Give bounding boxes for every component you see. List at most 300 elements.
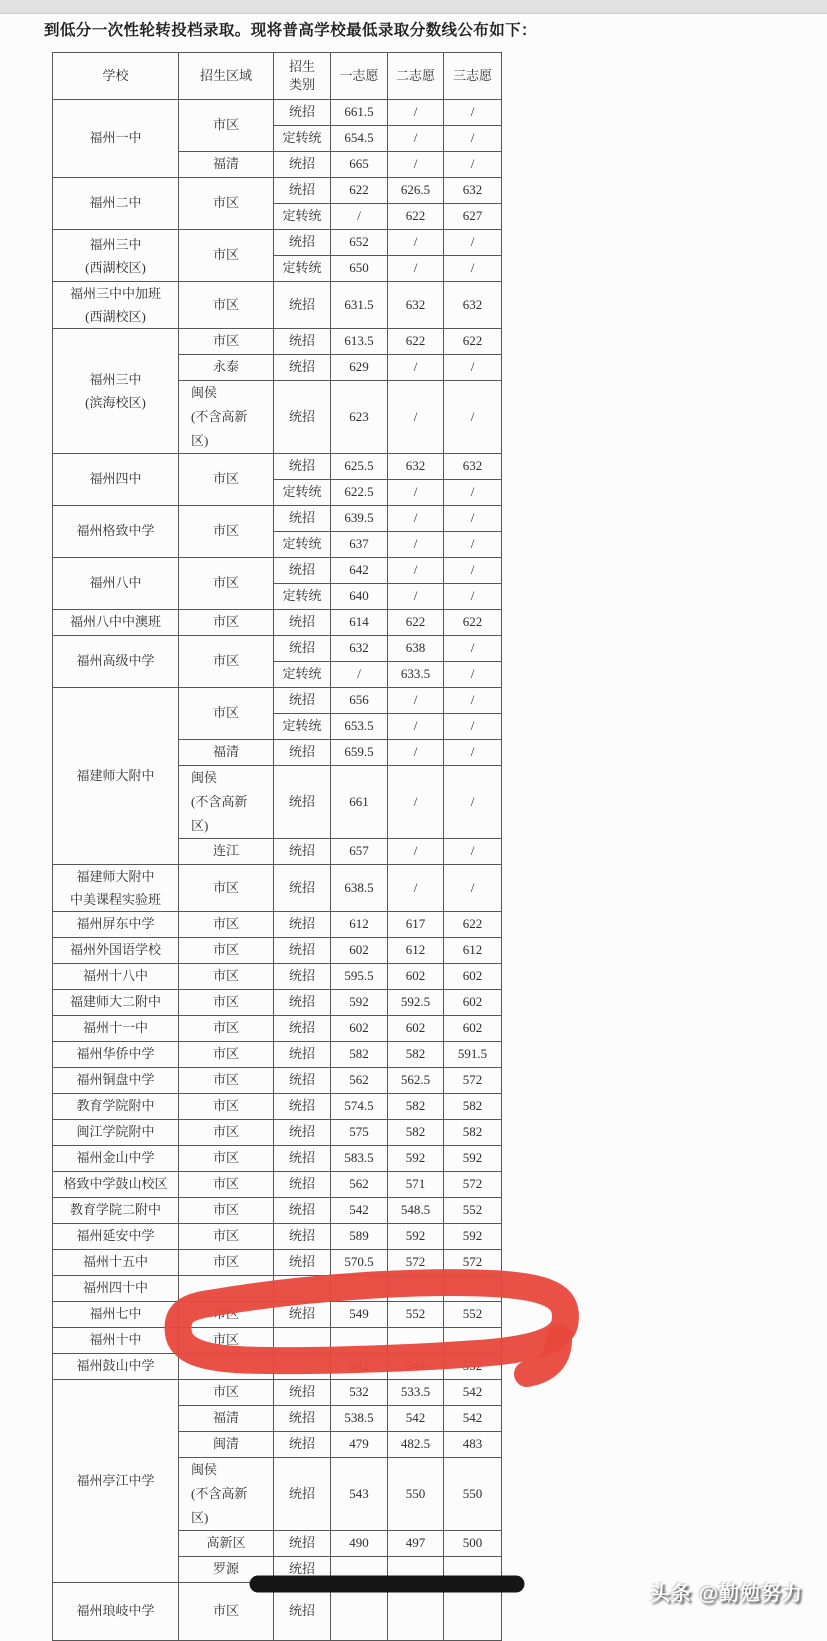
table-row [53,1198,502,1224]
score-cell-choice1: 653.5 [331,714,388,740]
score-cell-choice2: / [388,256,444,282]
category-cell: 统招 [274,282,331,329]
category-cell: 统招 [274,688,331,714]
category-cell: 统招 [274,1016,331,1042]
score-cell-choice3: / [444,740,502,766]
score-cell-choice1: 542 [331,1198,388,1224]
region-cell: 市区 [179,506,274,558]
score-cell-choice2: 582 [388,1094,444,1120]
region-cell [179,1276,274,1302]
region-cell: 市区 [179,558,274,610]
category-cell: 定转统 [274,532,331,558]
category-cell: 统招 [274,1432,331,1458]
table-row [53,558,502,584]
table-row [53,230,502,256]
score-cell-choice1: 542 [331,1354,388,1380]
score-cell-choice2: 582 [388,1042,444,1068]
category-cell: 统招 [274,839,331,865]
region-cell: 市区 [179,1016,274,1042]
school-cell: 福州华侨中学 [53,1042,179,1068]
score-cell-choice3: 622 [444,329,502,355]
score-cell-choice3: 582 [444,1120,502,1146]
score-cell-choice1: 613.5 [331,329,388,355]
score-cell-choice1: 659.5 [331,740,388,766]
region-cell: 市区 [179,1172,274,1198]
score-cell-choice2: / [388,865,444,912]
category-cell: 统招 [274,178,331,204]
category-cell: 统招 [274,1557,331,1583]
school-cell: 福州二中 [53,178,179,230]
score-cell-choice1: / [331,204,388,230]
score-cell-choice2: / [388,839,444,865]
region-cell: 福清 [179,740,274,766]
category-cell [274,1328,331,1354]
score-cell-choice3: / [444,766,502,839]
score-cell-choice1: 479 [331,1432,388,1458]
score-cell-choice2: 571 [388,1172,444,1198]
score-cell-choice3: 572 [444,1172,502,1198]
score-cell-choice3: 542 [444,1380,502,1406]
school-cell: 福州十一中 [53,1016,179,1042]
header-category [274,53,331,100]
score-cell-choice3: 483 [444,1432,502,1458]
table-row [53,1146,502,1172]
score-cell-choice3: / [444,230,502,256]
category-cell: 定转统 [274,584,331,610]
school-cell: 福州三中中加班 (西湖校区) [53,282,179,329]
region-cell: 闽清 [179,1432,274,1458]
score-cell-choice1: 622 [331,178,388,204]
table-row [53,1068,502,1094]
category-cell: 定转统 [274,480,331,506]
score-cell-choice3: / [444,714,502,740]
category-cell: 统招 [274,938,331,964]
region-cell: 市区 [179,1583,274,1641]
score-cell-choice1: 589 [331,1224,388,1250]
category-cell: 统招 [274,990,331,1016]
score-cell-choice2: / [388,230,444,256]
score-cell-choice3: 632 [444,454,502,480]
region-cell: 市区 [179,912,274,938]
region-cell: 市区 [179,454,274,506]
category-cell: 统招 [274,329,331,355]
red-marker-hook [527,1337,559,1374]
category-cell: 统招 [274,1531,331,1557]
score-cell-choice2: 612 [388,938,444,964]
score-cell-choice3: 572 [444,1068,502,1094]
category-cell: 统招 [274,610,331,636]
score-cell-choice3: 572 [444,1250,502,1276]
region-cell [179,1354,274,1380]
category-cell: 统招 [274,1172,331,1198]
header-choice2: 二志愿 [388,53,444,100]
school-cell: 福建师大附中 [53,688,179,865]
score-cell-choice1: 650 [331,256,388,282]
score-cell-choice3: 622 [444,912,502,938]
category-cell: 统招 [274,1068,331,1094]
score-cell-choice2: / [388,381,444,454]
region-cell: 闽侯 (不含高新 区) [179,381,274,454]
region-cell: 市区 [179,178,274,230]
score-cell-choice3: / [444,839,502,865]
region-cell: 高新区 [179,1531,274,1557]
category-cell: 定转统 [274,126,331,152]
score-cell-choice2 [388,1328,444,1354]
region-cell: 市区 [179,1120,274,1146]
category-cell: 统招 [274,230,331,256]
score-cell-choice2: 622 [388,610,444,636]
category-cell: 统招 [274,1146,331,1172]
school-cell: 福州屏东中学 [53,912,179,938]
score-cell-choice1: 661 [331,766,388,839]
school-cell: 闽江学院附中 [53,1120,179,1146]
score-cell-choice3: / [444,865,502,912]
score-cell-choice3: / [444,355,502,381]
table-row [53,1042,502,1068]
region-cell: 市区 [179,610,274,636]
region-cell: 市区 [179,1146,274,1172]
score-cell-choice3: / [444,381,502,454]
category-cell: 定转统 [274,256,331,282]
score-cell-choice3: 632 [444,282,502,329]
score-cell-choice1: 640 [331,584,388,610]
table-row [53,506,502,532]
region-cell: 福清 [179,1406,274,1432]
score-cell-choice3: / [444,636,502,662]
region-cell: 市区 [179,1042,274,1068]
score-cell-choice2: / [388,740,444,766]
score-cell-choice3: / [444,558,502,584]
region-cell: 市区 [179,1198,274,1224]
school-cell: 福州三中 (西湖校区) [53,230,179,282]
score-cell-choice2: / [388,532,444,558]
region-cell: 市区 [179,1068,274,1094]
score-cell-choice1: / [331,662,388,688]
score-cell-choice2: 622 [388,204,444,230]
score-cell-choice3: / [444,152,502,178]
score-cell-choice2: 626.5 [388,178,444,204]
table-row [53,1120,502,1146]
score-cell-choice2: 548.5 [388,1198,444,1224]
table-row [53,1172,502,1198]
category-cell [274,1354,331,1380]
table-row [53,178,502,204]
category-cell: 定转统 [274,662,331,688]
score-cell-choice3: 500 [444,1531,502,1557]
region-cell: 福清 [179,152,274,178]
category-cell: 定转统 [274,204,331,230]
school-cell: 福州金山中学 [53,1146,179,1172]
score-cell-choice2: 542 [388,1406,444,1432]
school-cell: 福州亭江中学 [53,1380,179,1583]
category-cell: 统招 [274,152,331,178]
category-cell: 定转统 [274,714,331,740]
category-cell: 统招 [274,558,331,584]
score-cell-choice3: 592 [444,1146,502,1172]
score-cell-choice1: 490 [331,1531,388,1557]
category-cell: 统招 [274,355,331,381]
region-cell: 市区 [179,1094,274,1120]
category-cell: 统招 [274,865,331,912]
score-cell-choice2: 633.5 [388,662,444,688]
score-cell-choice2: 550 [388,1458,444,1531]
score-cell-choice1: 538.5 [331,1406,388,1432]
school-cell: 福州十八中 [53,964,179,990]
score-cell-choice1: 592 [331,990,388,1016]
school-cell: 福州延安中学 [53,1224,179,1250]
school-cell: 福州外国语学校 [53,938,179,964]
score-cell-choice1: 543 [331,1458,388,1531]
region-cell: 市区 [179,282,274,329]
score-cell-choice1: 629 [331,355,388,381]
score-cell-choice1: 570.5 [331,1250,388,1276]
score-cell-choice2: 632 [388,454,444,480]
score-cell-choice1: 632 [331,636,388,662]
table-row [53,1276,502,1302]
header-row [53,53,502,100]
header-category-line2: 类别 [288,77,315,92]
score-cell-choice2: / [388,584,444,610]
school-cell: 福州八中中澳班 [53,610,179,636]
score-cell-choice1: 575 [331,1120,388,1146]
region-cell: 罗源 [179,1557,274,1583]
region-cell: 市区 [179,329,274,355]
score-cell-choice2: 497 [388,1531,444,1557]
region-cell: 市区 [179,990,274,1016]
score-cell-choice1 [331,1583,388,1641]
category-cell: 统招 [274,912,331,938]
score-cell-choice3: / [444,126,502,152]
table-row [53,865,502,912]
score-cell-choice3: / [444,506,502,532]
table-row [53,1094,502,1120]
table-row [53,938,502,964]
category-cell: 统招 [274,1406,331,1432]
score-cell-choice1: 654.5 [331,126,388,152]
school-cell: 福建师大二附中 [53,990,179,1016]
scores-table [52,52,502,1641]
table-row [53,688,502,714]
score-cell-choice1: 614 [331,610,388,636]
region-cell: 市区 [179,688,274,740]
school-cell: 福州三中 (滨海校区) [53,329,179,454]
region-cell: 市区 [179,1380,274,1406]
score-cell-choice2: / [388,355,444,381]
score-cell-choice1: 657 [331,839,388,865]
intro-text: 到低分一次性轮转投档录取。现将普高学校最低录取分数线公布如下： [44,22,537,39]
category-cell [274,1276,331,1302]
table-row [53,1302,502,1328]
category-cell: 统招 [274,1583,331,1641]
score-cell-choice2: / [388,100,444,126]
category-cell: 统招 [274,381,331,454]
score-cell-choice1: 638.5 [331,865,388,912]
category-cell: 统招 [274,100,331,126]
header-choice3: 三志愿 [444,53,502,100]
score-cell-choice3: / [444,688,502,714]
score-cell-choice2: 602 [388,964,444,990]
score-cell-choice1: 656 [331,688,388,714]
score-cell-choice2 [388,1276,444,1302]
score-cell-choice1 [331,1328,388,1354]
region-cell: 市区 [179,100,274,152]
score-cell-choice1: 595.5 [331,964,388,990]
category-cell: 统招 [274,1198,331,1224]
category-cell: 统招 [274,1302,331,1328]
region-cell: 市区 [179,1250,274,1276]
scores-table-body [53,100,502,1641]
region-cell: 市区 [179,938,274,964]
score-cell-choice3: / [444,532,502,558]
region-cell: 市区 [179,1224,274,1250]
score-cell-choice1: 574.5 [331,1094,388,1120]
score-cell-choice3 [444,1583,502,1641]
category-cell: 统招 [274,1458,331,1531]
table-row [53,454,502,480]
school-cell: 福建师大附中 中美课程实验班 [53,865,179,912]
score-cell-choice3: / [444,662,502,688]
score-cell-choice2: 552 [388,1302,444,1328]
score-cell-choice2: / [388,688,444,714]
score-cell-choice2 [388,1557,444,1583]
category-cell: 统招 [274,1224,331,1250]
header-region: 招生区域 [179,53,274,100]
score-cell-choice1 [331,1557,388,1583]
score-cell-choice1: 562 [331,1172,388,1198]
score-cell-choice2: / [388,480,444,506]
score-cell-choice3: 592 [444,1224,502,1250]
category-cell: 统招 [274,766,331,839]
header-choice1: 一志愿 [331,53,388,100]
score-cell-choice3: 627 [444,204,502,230]
score-cell-choice3 [444,1276,502,1302]
region-cell: 市区 [179,1302,274,1328]
header-school: 学校 [53,53,179,100]
score-cell-choice2: 592 [388,1224,444,1250]
category-cell: 统招 [274,1380,331,1406]
category-cell: 统招 [274,1042,331,1068]
score-cell-choice3: 542 [444,1406,502,1432]
region-cell: 永泰 [179,355,274,381]
school-cell: 福州八中 [53,558,179,610]
watermark-toutiao: 头条 @勤勉努力 [650,1583,804,1605]
header-category-line1: 招生 [288,58,315,74]
score-cell-choice1: 652 [331,230,388,256]
score-cell-choice3: 552 [444,1198,502,1224]
score-cell-choice1: 582 [331,1042,388,1068]
score-cell-choice1: 549 [331,1302,388,1328]
region-cell: 连江 [179,839,274,865]
score-cell-choice3: / [444,480,502,506]
category-cell: 统招 [274,740,331,766]
region-cell: 市区 [179,865,274,912]
region-cell: 市区 [179,964,274,990]
school-cell: 福州铜盘中学 [53,1068,179,1094]
school-cell: 福州七中 [53,1302,179,1328]
score-cell-choice3: 632 [444,178,502,204]
table-row [53,1583,502,1641]
category-cell: 统招 [274,1094,331,1120]
score-cell-choice1: 637 [331,532,388,558]
score-cell-choice3: 552 [444,1354,502,1380]
score-cell-choice2: 482.5 [388,1432,444,1458]
score-cell-choice2: 582 [388,1120,444,1146]
score-cell-choice3 [444,1328,502,1354]
category-cell: 统招 [274,636,331,662]
table-row [53,964,502,990]
region-cell: 市区 [179,230,274,282]
region-cell: 市区 [179,1328,274,1354]
table-row [53,636,502,662]
score-cell-choice3: 552 [444,1302,502,1328]
table-row [53,610,502,636]
table-row [53,100,502,126]
score-cell-choice2: 549 [388,1354,444,1380]
table-row [53,1224,502,1250]
score-cell-choice3: 602 [444,1016,502,1042]
score-cell-choice2 [388,1583,444,1641]
score-cell-choice1: 625.5 [331,454,388,480]
score-cell-choice2: / [388,714,444,740]
school-cell: 福州格致中学 [53,506,179,558]
region-cell: 闽侯 (不含高新 区) [179,1458,274,1531]
score-cell-choice2: / [388,126,444,152]
region-cell: 市区 [179,636,274,688]
score-cell-choice2: / [388,558,444,584]
region-cell: 闽侯 (不含高新 区) [179,766,274,839]
school-cell: 福州十中 [53,1328,179,1354]
score-cell-choice2: / [388,766,444,839]
score-cell-choice2: 533.5 [388,1380,444,1406]
score-cell-choice2: 602 [388,1016,444,1042]
table-row [53,1380,502,1406]
score-cell-choice3: 550 [444,1458,502,1531]
score-cell-choice2: 638 [388,636,444,662]
school-cell: 福州十五中 [53,1250,179,1276]
score-cell-choice1 [331,1276,388,1302]
score-cell-choice2: 572 [388,1250,444,1276]
score-cell-choice2: / [388,152,444,178]
table-row [53,912,502,938]
school-cell: 福州四中 [53,454,179,506]
score-cell-choice2: 562.5 [388,1068,444,1094]
score-cell-choice1: 631.5 [331,282,388,329]
school-cell: 教育学院二附中 [53,1198,179,1224]
table-row [53,329,502,355]
score-cell-choice2: 632 [388,282,444,329]
school-cell: 福州高级中学 [53,636,179,688]
table-row [53,1250,502,1276]
table-row [53,1328,502,1354]
score-cell-choice1: 583.5 [331,1146,388,1172]
category-cell: 统招 [274,1120,331,1146]
table-row [53,1354,502,1380]
table-row [53,282,502,329]
score-cell-choice1: 639.5 [331,506,388,532]
score-cell-choice2: 592 [388,1146,444,1172]
table-header [53,53,502,100]
table-row [53,1016,502,1042]
category-cell: 统招 [274,454,331,480]
category-cell: 统招 [274,506,331,532]
score-cell-choice1: 612 [331,912,388,938]
score-cell-choice1: 532 [331,1380,388,1406]
score-cell-choice3: 602 [444,964,502,990]
score-cell-choice1: 622.5 [331,480,388,506]
score-cell-choice2: 617 [388,912,444,938]
school-cell: 福州鼓山中学 [53,1354,179,1380]
score-cell-choice1: 562 [331,1068,388,1094]
